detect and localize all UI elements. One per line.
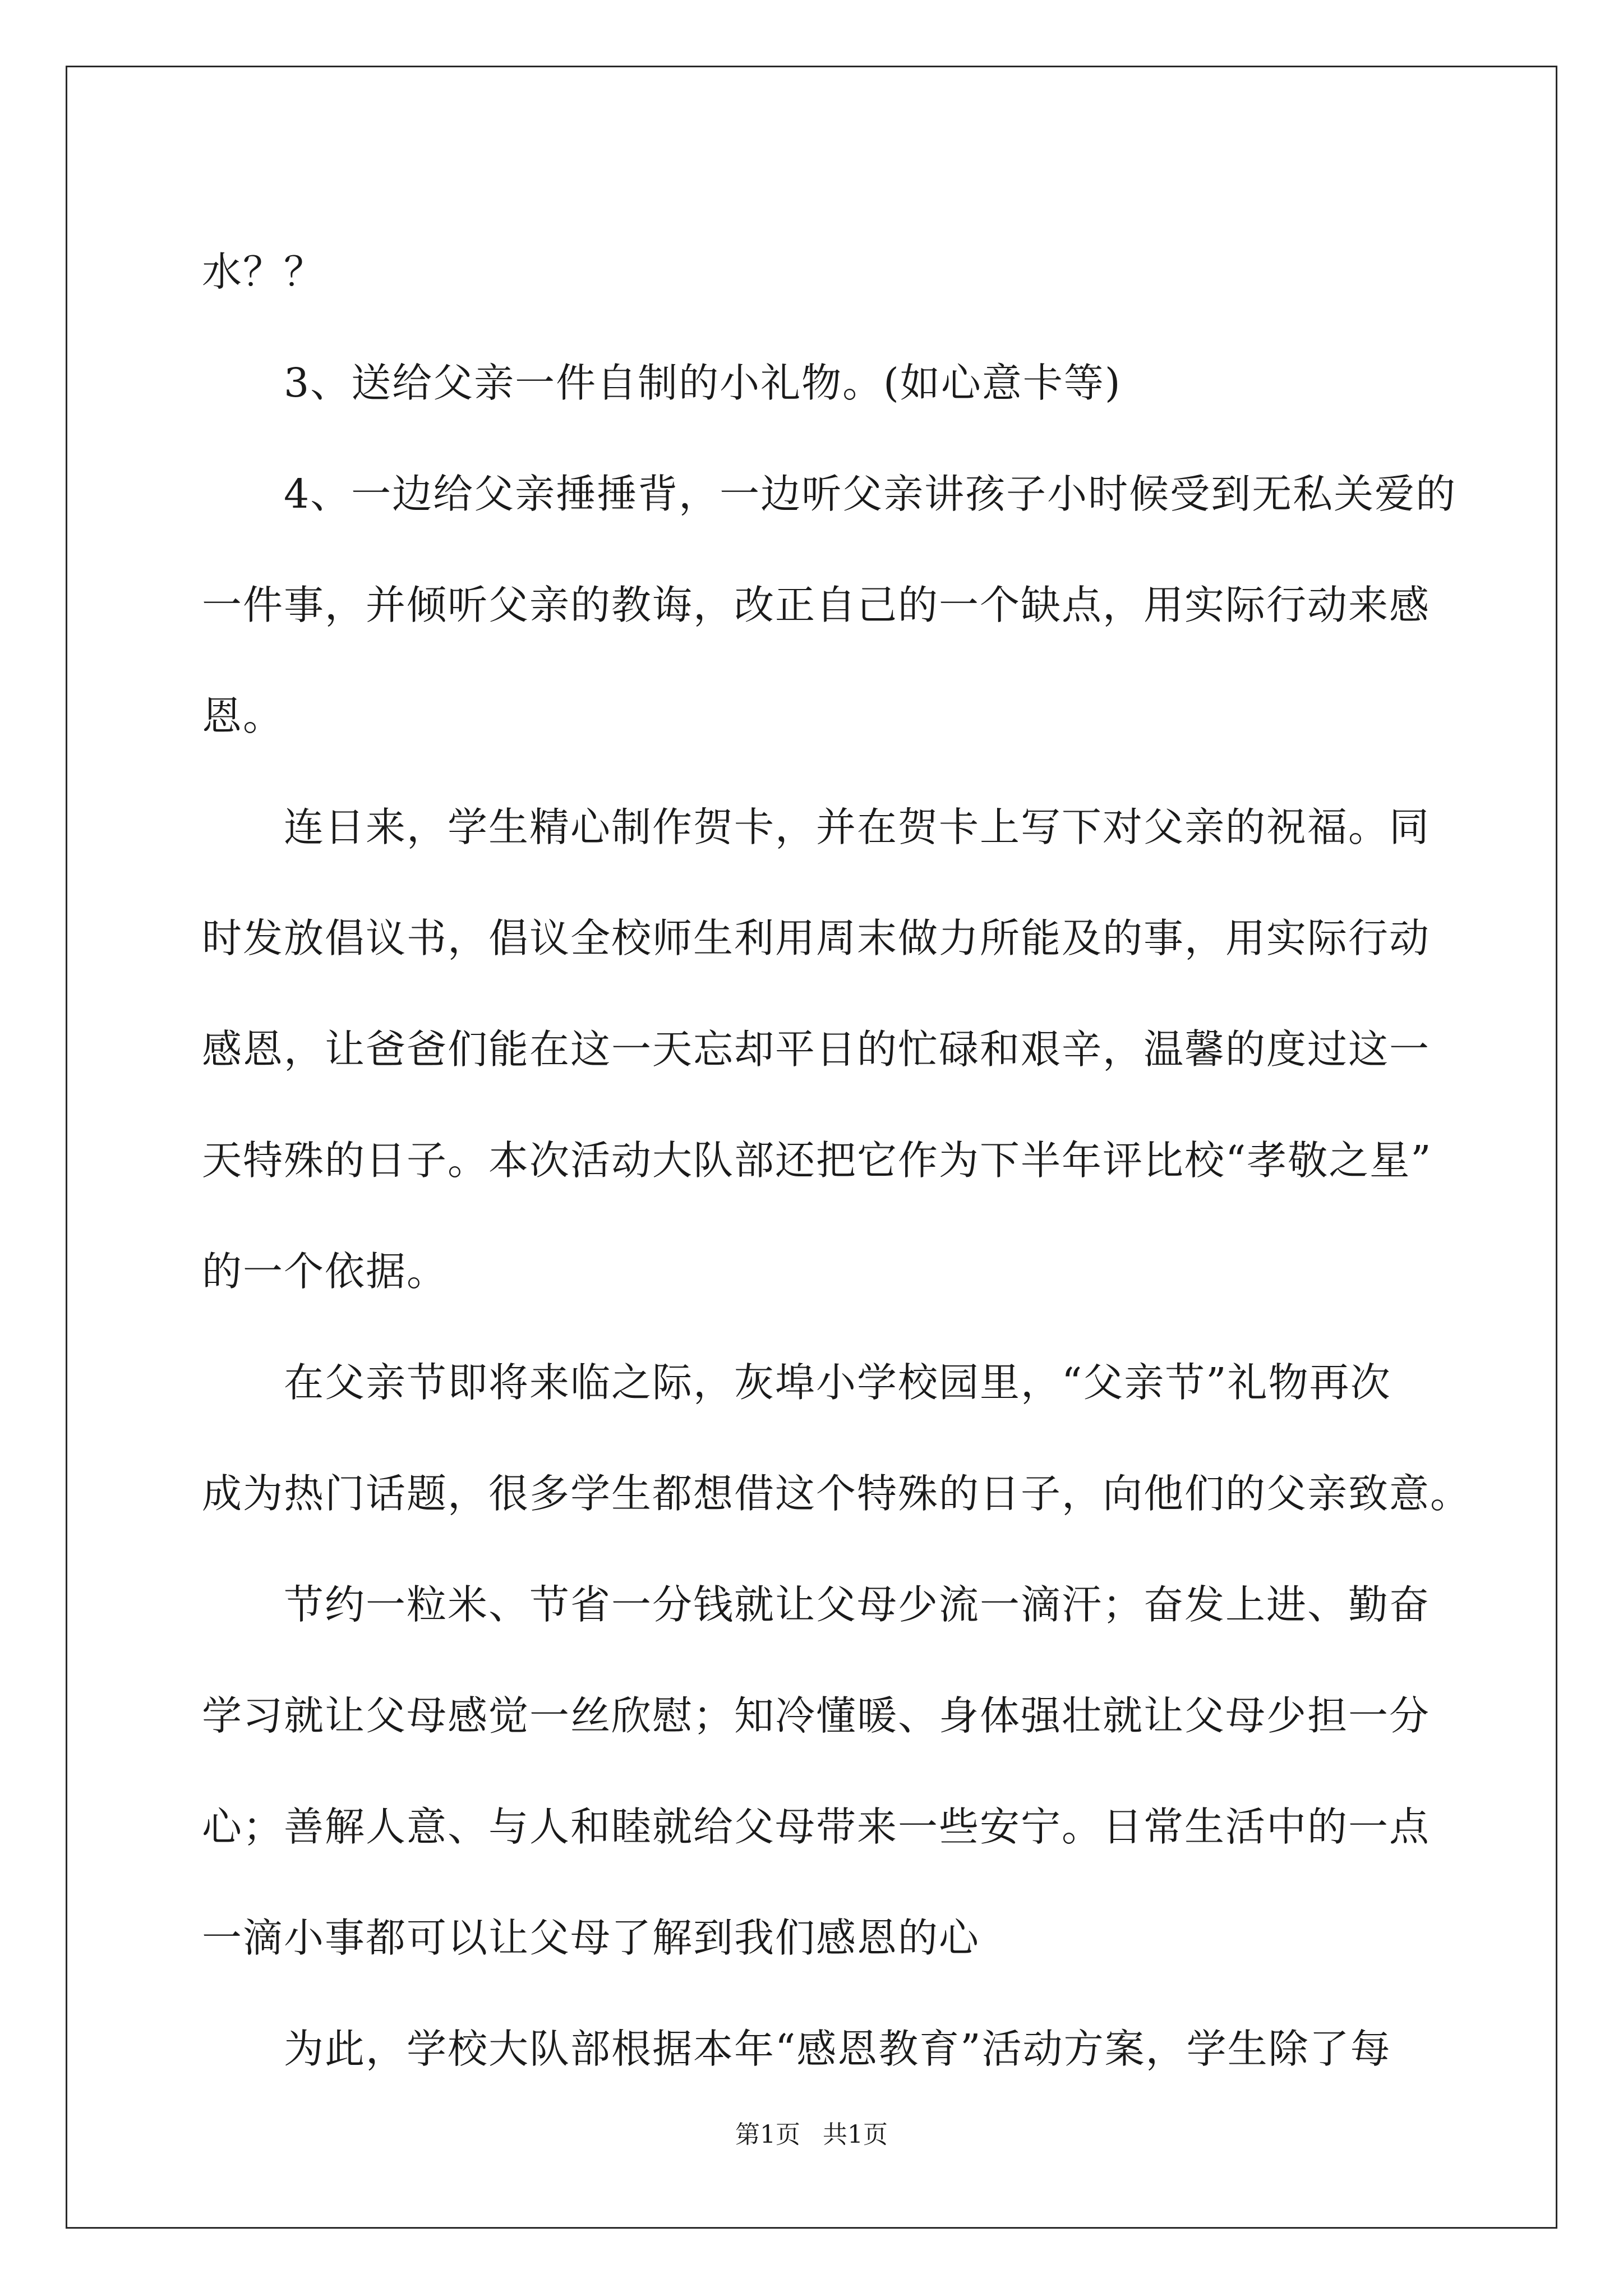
page-number: 第1页 (735, 2120, 800, 2149)
text-line: 在父亲节即将来临之际，灰埠小学校园里，“父亲节”礼物再次 (284, 1359, 1391, 1406)
page-total: 共1页 (823, 2120, 888, 2149)
page-footer (0, 2118, 1623, 2152)
text-line: 一滴小事都可以让父母了解到我们感恩的心 (202, 1915, 980, 1961)
text-line: 节约一粒米、节省一分钱就让父母少流一滴汗；奋发上进、勤奋 (284, 1581, 1431, 1628)
text-line: 天特殊的日子。本次活动大队部还把它作为下半年评比校“孝敬之星” (202, 1137, 1432, 1184)
text-line: 成为热门话题，很多学生都想借这个特殊的日子，向他们的父亲致意。 (202, 1470, 1472, 1517)
text-line: 4、一边给父亲捶捶背，一边听父亲讲孩子小时候受到无私关爱的 (284, 471, 1457, 517)
text-line: 感恩，让爸爸们能在这一天忘却平日的忙碌和艰辛，温馨的度过这一 (202, 1026, 1431, 1073)
text-line: 心；善解人意、与人和睦就给父母带来一些安宁。日常生活中的一点 (202, 1803, 1431, 1850)
text-line: 连日来，学生精心制作贺卡，并在贺卡上写下对父亲的祝福。同 (284, 804, 1431, 850)
text-line: 恩。 (202, 693, 284, 739)
text-line: 水？？ (202, 249, 325, 295)
text-line: 3、送给父亲一件自制的小礼物。(如心意卡等) (284, 360, 1122, 406)
text-line: 一件事，并倾听父亲的教诲，改正自己的一个缺点，用实际行动来感 (202, 582, 1431, 628)
text-line: 的一个依据。 (202, 1248, 448, 1295)
text-line: 为此，学校大队部根据本年“感恩教育”活动方案，学生除了每 (284, 2026, 1391, 2072)
text-line: 学习就让父母感觉一丝欣慰；知冷懂暖、身体强壮就让父母少担一分 (202, 1692, 1431, 1739)
text-line: 时发放倡议书，倡议全校师生利用周末做力所能及的事，用实际行动 (202, 915, 1431, 961)
document-body (202, 217, 1472, 2105)
